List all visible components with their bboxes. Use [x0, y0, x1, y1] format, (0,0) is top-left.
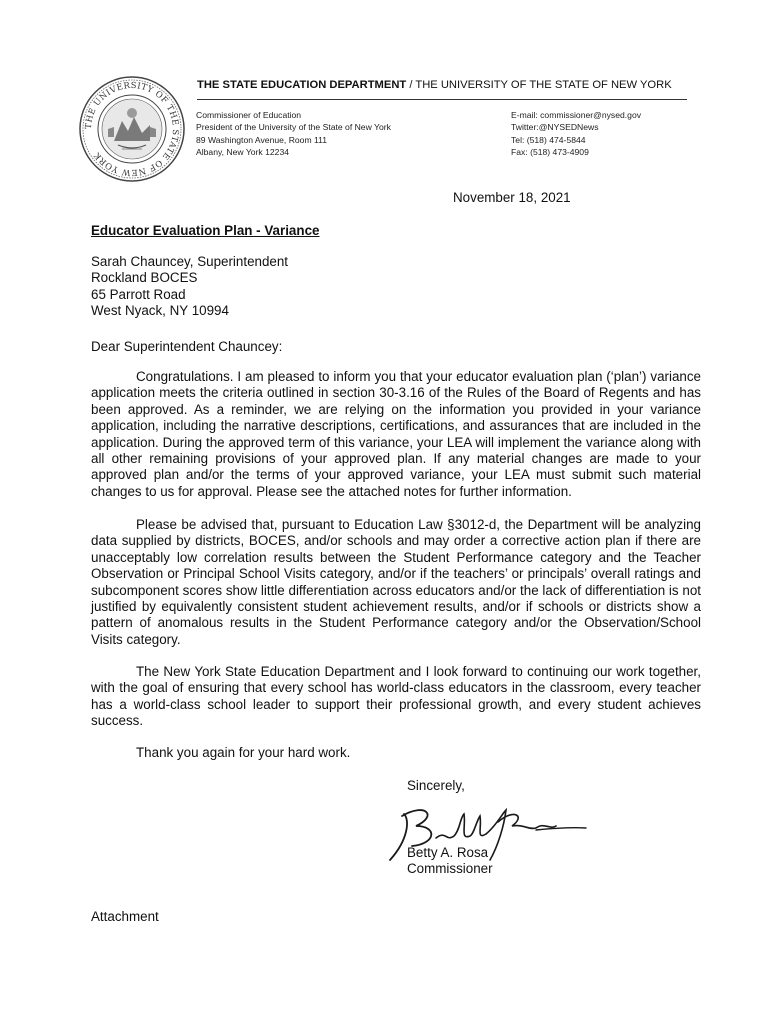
- department-heading: [197, 79, 687, 91]
- fax-line: Fax: (518) 473-4909: [511, 147, 589, 158]
- phone-line: Tel: (518) 474-5844: [511, 134, 586, 145]
- commissioner-address-block: [196, 109, 391, 159]
- signer-block: [407, 845, 493, 878]
- recipient-address: [91, 254, 288, 320]
- salutation: Dear Superintendent Chauncey:: [91, 339, 283, 354]
- recipient-line: Sarah Chauncey, Superintendent: [91, 254, 289, 269]
- signer-title: Commissioner: [407, 861, 493, 877]
- body-paragraph: The New York State Education Department and I look forward to continuing our work together, with the goal of ensuring that every school has world-class educators in the classroom, every teacher has a world-class school leader to support their professional growth, and every student achieves success.: [91, 664, 701, 729]
- university-name: / THE UNIVERSITY OF THE STATE OF NEW YORK: [406, 79, 672, 91]
- header-left-line: Commissioner of Education: [196, 110, 302, 120]
- department-name: THE STATE EDUCATION DEPARTMENT: [197, 79, 407, 91]
- letter-subject: Educator Evaluation Plan - Variance: [91, 223, 320, 238]
- svg-text:THE UNIVERSITY OF THE STATE OF: THE UNIVERSITY OF THE STATE OF NEW YORK: [82, 79, 182, 179]
- body-paragraph: Congratulations. I am pleased to inform you that your educator evaluation plan (‘plan’) variance application meets the criteria outlined in section 30-3.16 of the Rules of the Board of Regents and has been approved. As a reminder, we are relying on the information you provided in your variance application, including the narrative descriptions, certifications, and assurances that are included in the application. During the approved term of this variance, your LEA will implement the variance along with all other remaining provisions of your approved plan. If any material changes are made to your approved plan and/or the terms of your approved variance, your LEA must submit such material changes to us for approval. Please see the attached notes for further information.: [91, 369, 701, 499]
- closing-line: Sincerely,: [407, 778, 465, 793]
- recipient-line: Rockland BOCES: [91, 270, 198, 286]
- header-left-line: Albany, New York 12234: [196, 147, 290, 158]
- contact-block: [511, 109, 641, 159]
- body-paragraph: Please be advised that, pursuant to Education Law §3012-d, the Department will be analyzing data supplied by districts, BOCES, and/or schools and may order a corrective action plan if there are unacceptably low correlation results between the Student Performance category and the Teacher Observation or Principal School Visits category, and/or if the teachers’ or principals’ overall ratings and subcomponent scores show little differentiation across educators and/or the lack of differentiation is not justified by equivalently consistent student achievement results, and/or if schools or districts show a pattern of anomalous results in the Student Performance category and/or the Observation/School Visits category.: [91, 517, 701, 647]
- recipient-line: 65 Parrott Road: [91, 286, 186, 302]
- header-left-line: President of the University of the State of New York: [196, 122, 391, 133]
- attachment-note: Attachment: [91, 909, 159, 924]
- signer-name: Betty A. Rosa: [407, 845, 489, 860]
- recipient-line: West Nyack, NY 10994: [91, 303, 229, 319]
- twitter-line: Twitter:@NYSEDNews: [511, 122, 599, 133]
- email-line: E-mail: commissioner@nysed.gov: [511, 110, 642, 120]
- letter-date: November 18, 2021: [453, 190, 571, 205]
- state-seal-icon: [78, 75, 186, 183]
- header-left-line: 89 Washington Avenue, Room 111: [196, 134, 328, 145]
- header-divider: [197, 99, 687, 100]
- thanks-line: Thank you again for your hard work.: [136, 745, 351, 760]
